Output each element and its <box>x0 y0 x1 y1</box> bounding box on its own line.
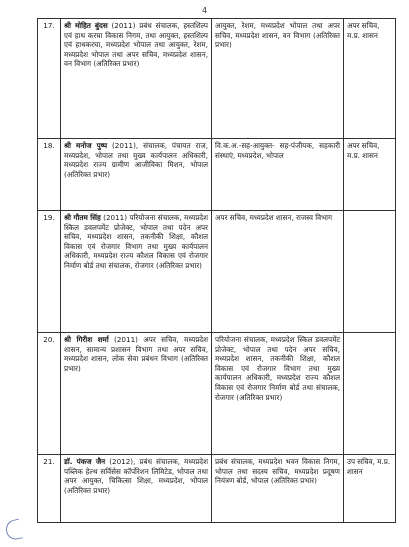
rank: उप सचिव, म.प्र. शासन <box>344 455 396 523</box>
rank: अपर सचिव, म.प्र. शासन <box>344 19 396 139</box>
new-posting: परियोजना संचालक, मध्यप्रदेश स्किल डवलपमेंट प्रोजेक्ट, भोपाल तथा पदेन अपर सचिव, मध्यप्रदेश शासन, तकनीकी शिक्षा, कौशल विकास एवं रोजगार विभाग तथा मुख्य कार्यपालन अधिकारी, मध्यप्रदेश राज्य कौशल विकास एवं रोजगार निर्माण बोर्ड तथा संचालक, रोजगार (अतिरिक्त प्रभार) <box>212 333 344 455</box>
current-posting <box>61 211 212 333</box>
serial-number: 19. <box>38 211 61 333</box>
table-row <box>38 139 396 211</box>
officer-batch: (2011), <box>112 141 139 150</box>
table-row <box>38 333 396 455</box>
serial-number: 20. <box>38 333 61 455</box>
new-posting: आयुक्त, रेशम, मध्यप्रदेश भोपाल तथा अपर सचिव, मध्यप्रदेश शासन, वन विभाग (अतिरिक्त प्रभार) <box>212 19 344 139</box>
table-row <box>38 455 396 523</box>
rank <box>344 333 396 455</box>
current-posting <box>61 455 212 523</box>
current-posting-text: प्रबंध संचालक, हस्तशिल्प एवं हाथ करघा विकास निगम, तथा आयुक्त, हस्तशिल्प एवं हाथकरघा, मध्यप्रदेश भोपाल तथा आयुक्त, रेशम, मध्यप्रदेश भोपाल तथा अपर सचिव, मध्यप्रदेश शासन, वन विभाग (अतिरिक्त प्रभार) <box>64 21 208 69</box>
current-posting-text: प्रबंध संचालक, मध्यप्रदेश पब्लिक हेल्थ सर्विसेस कॉर्पोरेशन लिमिटेड, भोपाल तथा अपर आयुक्त, चिकित्सा शिक्षा, मध्यप्रदेश, भोपाल (अतिरिक्त प्रभार) <box>64 457 208 495</box>
current-posting <box>61 139 212 211</box>
current-posting-text: परियोजना संचालक, मध्यप्रदेश स्किल डवलपमेंट प्रोजेक्ट, भोपाल तथा पदेन अपर सचिव, मध्यप्रदेश शासन, तकनीकी शिक्षा, कौशल विकास एवं रोजगार विभाग तथा मुख्य कार्यपालन अधिकारी, मध्यप्रदेश राज्य कौशल विकास एवं रोजगार निर्माण बोर्ड तथा संचालक, रोजगार (अतिरिक्त प्रभार) <box>64 213 209 270</box>
current-posting-text: अपर सचिव, मध्यप्रदेश शासन, सामान्य प्रशासन विभाग तथा अपर सचिव, मध्यप्रदेश शासन, लोक सेवा प्रबंधन विभाग (अतिरिक्त प्रभार) <box>64 335 208 373</box>
officer-batch: (2011) <box>111 21 136 30</box>
officer-name: डॉ. पंकज जैन <box>64 457 106 466</box>
serial-number: 21. <box>38 455 61 523</box>
officer-batch: (2011) <box>114 335 138 344</box>
current-posting <box>61 333 212 455</box>
officer-name: श्री गिरीश शर्मा <box>64 335 109 344</box>
officer-name: श्री गौतम सिंह <box>64 213 101 222</box>
page-number: 4 <box>201 6 208 15</box>
officer-batch: (2011) <box>103 213 128 222</box>
officer-transfer-table <box>37 18 396 523</box>
rank: अपर सचिव, म.प्र. शासन <box>344 139 396 211</box>
table-row <box>38 211 396 333</box>
rank <box>344 211 396 333</box>
new-posting: अपर सचिव, मध्यप्रदेश शासन, राजस्व विभाग <box>212 211 344 333</box>
current-posting <box>61 19 212 139</box>
current-posting-text: संचालक, पंचायत राज, मध्यप्रदेश, भोपाल तथा मुख्य कार्यपालन अधिकारी, मध्यप्रदेश राज्य ग्रामीण आजीविका मिशन, भोपाल (अतिरिक्त प्रभार) <box>64 141 208 179</box>
officer-name: श्री मनोज पुष्प <box>64 141 108 150</box>
officer-batch: (2012), <box>109 457 136 466</box>
table-row <box>38 19 396 139</box>
serial-number: 18. <box>38 139 61 211</box>
serial-number: 17. <box>38 19 61 139</box>
officer-name: श्री मोहित बुंदस <box>64 21 108 30</box>
new-posting: प्रबंध संचालक, मध्यप्रदेश भवन विकास निगम, भोपाल तथा सदस्य सचिव, मध्यप्रदेश प्रदूषण नियंत्रण बोर्ड, भोपाल (अतिरिक्त प्रभार) <box>212 455 344 523</box>
handwritten-margin-mark <box>4 519 23 542</box>
new-posting: वि.क.अ.-सह-आयुक्त- सह-पंजीयक, सहकारी संस्थाएं, मध्यप्रदेश, भोपाल <box>212 139 344 211</box>
